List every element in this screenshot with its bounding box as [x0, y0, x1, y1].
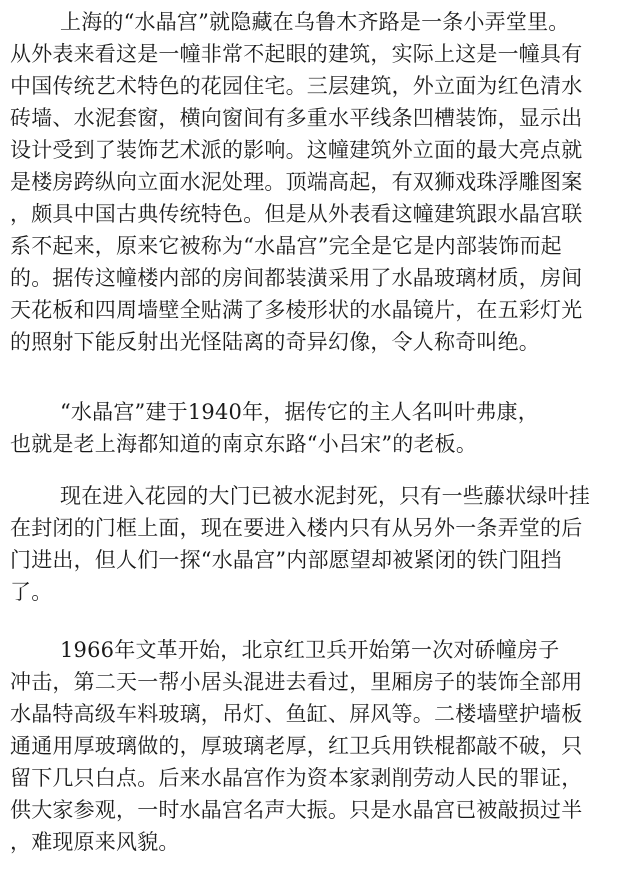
- text-line: 通通用厚玻璃做的，厚玻璃老厚，红卫兵用铁棍都敲不破，只: [10, 734, 583, 758]
- text-line: ，颇具中国古典传统特色。但是从外表看这幢建筑跟水晶宫联: [10, 202, 583, 226]
- text-line: 门进出，但人们一探“水晶宫”内部愿望却被紧闭的铁门阻挡: [10, 548, 562, 572]
- text-line: 也就是老上海都知道的南京东路“小吕宋”的老板。: [10, 432, 478, 456]
- text-line: 了。: [10, 580, 53, 604]
- paragraph-1: [10, 6, 634, 358]
- text-line: 从外表来看这是一幢非常不起眼的建筑，实际上这是一幢具有: [10, 42, 583, 66]
- text-line: 砖墙、水泥套窗，横向窗间有多重水平线条凹槽装饰，显示出: [10, 106, 583, 130]
- text-line: 供大家参观，一时水晶宫名声大振。只是水晶宫已被敲损过半: [10, 798, 583, 822]
- paragraph-3: [10, 480, 634, 608]
- text-line: 冲击，第二天一帮小居头混进去看过，里厢房子的装饰全部用: [10, 670, 583, 694]
- paragraph-2: [10, 396, 634, 460]
- text-line: 的。据传这幢楼内部的房间都装潢采用了水晶玻璃材质，房间: [10, 266, 583, 290]
- text-line: 1966年文革开始，北京红卫兵开始第一次对硚幢房子: [60, 638, 560, 662]
- text-line: 系不起来，原来它被称为“水晶宫”完全是它是内部装饰而起: [10, 234, 562, 258]
- text-line: 的照射下能反射出光怪陆离的奇异幻像，令人称奇叫绝。: [10, 330, 540, 354]
- text-line: 设计受到了装饰艺术派的影响。这幢建筑外立面的最大亮点就: [10, 138, 583, 162]
- text-line: 天花板和四周墙壁全贴满了多棱形状的水晶镜片，在五彩灯光: [10, 298, 583, 322]
- paragraph-4: [10, 634, 634, 858]
- text-line: 留下几只白点。后来水晶宫作为资本家剥削劳动人民的罪证，: [10, 766, 583, 790]
- text-line: 中国传统艺术特色的花园住宅。三层建筑，外立面为红色清水: [10, 74, 583, 98]
- text-line: 现在进入花园的大门已被水泥封死，只有一些藤状绿叶挂: [60, 484, 590, 508]
- text-line: 上海的“水晶宫”就隐藏在乌鲁木齐路是一条小弄堂里。: [60, 10, 570, 34]
- text-line: 是楼房跨纵向立面水泥处理。顶端高起，有双狮戏珠浮雕图案: [10, 170, 583, 194]
- text-line: 水晶特高级车料玻璃，吊灯、鱼缸、屏风等。二楼墙壁护墙板: [10, 702, 583, 726]
- text-line: “水晶宫”建于1940年，据传它的主人名叫叶弗康，: [60, 400, 539, 424]
- text-line: ，难现原来风貌。: [10, 830, 180, 854]
- text-line: 在封闭的门框上面，现在要进入楼内只有从另外一条弄堂的后: [10, 516, 583, 540]
